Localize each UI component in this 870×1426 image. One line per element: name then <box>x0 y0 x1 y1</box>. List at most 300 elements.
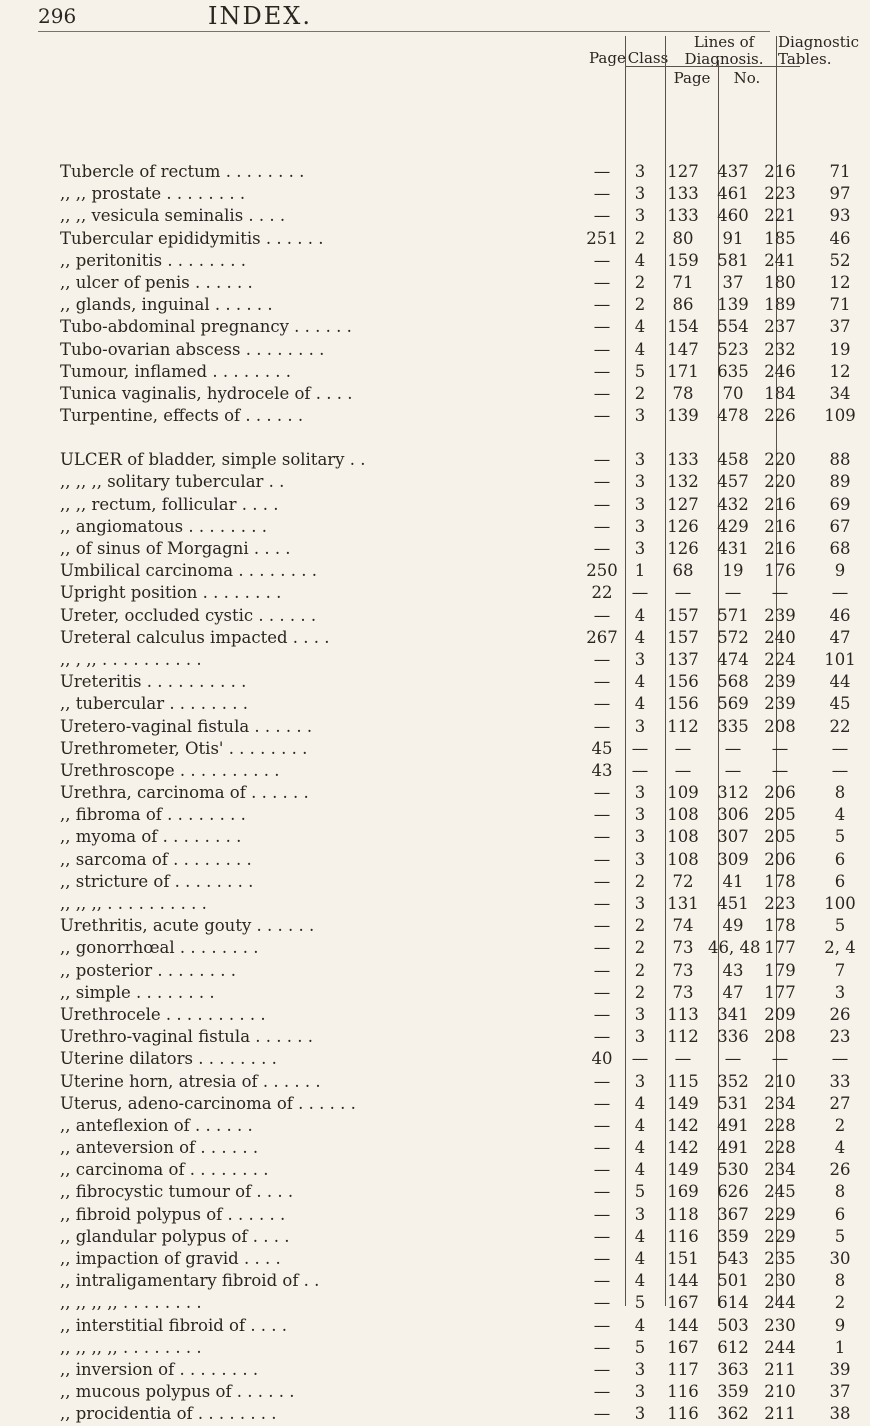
lines-no-cell: 437 <box>717 162 749 181</box>
lines-page-cell: 131 <box>667 894 699 913</box>
lines-page-cell: 86 <box>672 295 694 315</box>
lines-no-cell: 491 <box>717 1115 749 1135</box>
page-cell: — <box>593 1004 611 1024</box>
tables-no-cell: 33 <box>829 1071 851 1091</box>
class-cell: 3 <box>634 805 646 825</box>
index-entry-label: ,, glands, inguinal . . . . . . <box>60 295 273 315</box>
tables-page-cell: — <box>771 738 789 758</box>
index-row <box>0 560 846 582</box>
index-row <box>0 738 849 760</box>
lines-page-cell: 112 <box>667 716 699 736</box>
tables-no-cell: 46 <box>829 605 851 625</box>
index-row <box>0 494 851 516</box>
index-entry-label: ,, ,, prostate . . . . . . . . <box>60 184 246 204</box>
tables-no-cell: 7 <box>834 960 846 980</box>
tables-page-cell: 209 <box>764 1004 796 1024</box>
class-cell: 2 <box>634 228 646 248</box>
index-entry-label: ,, ,, rectum, follicular . . . . <box>60 494 279 514</box>
tables-page-cell: 244 <box>764 1337 796 1357</box>
index-entry-label: Tubo-abdominal pregnancy . . . . . . <box>60 317 352 337</box>
index-entry-label: Turpentine, effects of . . . . . . <box>60 406 304 426</box>
tables-no-cell: 46 <box>829 228 851 248</box>
index-entry-label: ,, ,, ,, ,, . . . . . . . . <box>60 1337 202 1357</box>
tables-page-cell: 239 <box>764 694 796 714</box>
tables-no-cell: 3 <box>834 982 846 1002</box>
class-cell: 3 <box>634 827 646 847</box>
tables-no-cell: 6 <box>834 849 846 869</box>
lines-no-cell: 309 <box>717 849 749 869</box>
tables-no-cell: — <box>831 1049 849 1069</box>
tables-no-cell: 39 <box>829 1359 851 1379</box>
index-row <box>0 605 851 627</box>
lines-no-cell: 635 <box>717 361 749 381</box>
index-row <box>0 228 851 250</box>
class-cell: 4 <box>634 1093 646 1113</box>
page-cell: — <box>593 184 611 204</box>
lines-page-cell: 157 <box>667 605 699 625</box>
tables-page-cell: 223 <box>764 184 796 204</box>
class-cell: 5 <box>634 361 646 381</box>
tables-page-cell: — <box>771 760 789 780</box>
lines-no-cell: 306 <box>717 805 749 825</box>
class-cell: 4 <box>634 1315 646 1335</box>
tables-page-cell: 230 <box>764 1315 796 1335</box>
tables-page-cell: 232 <box>764 339 796 359</box>
index-row <box>0 627 851 649</box>
class-cell: — <box>631 1049 649 1069</box>
lines-no-cell: 46, 48 <box>708 938 761 958</box>
tables-page-cell: 177 <box>764 938 796 958</box>
tables-page-cell: 241 <box>764 250 796 270</box>
page-cell: — <box>593 783 611 803</box>
lines-no-cell: 612 <box>717 1337 749 1357</box>
index-row <box>0 1181 846 1203</box>
class-cell: 3 <box>634 516 646 536</box>
class-cell: 1 <box>634 561 646 581</box>
index-entry-label: ,, impaction of gravid . . . . <box>60 1249 281 1268</box>
tables-page-cell: 178 <box>764 916 796 936</box>
page-cell: — <box>593 716 611 736</box>
class-cell: 2 <box>634 938 646 958</box>
page-cell: — <box>593 206 611 226</box>
lines-no-cell: 457 <box>717 472 749 492</box>
row-gap <box>0 427 800 449</box>
lines-no-cell: 571 <box>717 605 749 625</box>
lines-no-cell: 43 <box>722 960 744 980</box>
class-cell: 4 <box>634 672 646 692</box>
lines-page-cell: 144 <box>667 1271 699 1291</box>
class-cell: 3 <box>634 539 646 558</box>
tables-no-cell: 88 <box>829 450 851 470</box>
class-cell: 3 <box>634 1404 646 1424</box>
index-entry-label: ,, posterior . . . . . . . . <box>60 960 236 980</box>
index-entry-label: ,, carcinoma of . . . . . . . . <box>60 1160 269 1180</box>
page-cell: 251 <box>586 228 618 248</box>
tables-page-cell: 205 <box>764 827 796 847</box>
lines-no-cell: 359 <box>717 1226 749 1246</box>
tables-page-cell: 226 <box>764 406 796 426</box>
tables-no-cell: 109 <box>824 406 856 426</box>
index-row <box>0 205 851 227</box>
index-entry-label: Urethrometer, Otis' . . . . . . . . <box>60 738 308 758</box>
tables-no-cell: 69 <box>829 494 851 514</box>
page-cell: 267 <box>586 627 618 647</box>
tables-no-cell: 37 <box>829 1382 851 1402</box>
lines-no-cell: 363 <box>717 1359 749 1379</box>
index-row <box>0 826 846 848</box>
index-entry-label: ,, fibroma of . . . . . . . . <box>60 805 246 825</box>
lines-page-cell: 116 <box>667 1404 699 1424</box>
index-row <box>0 361 851 383</box>
index-entry-label: ,, fibrocystic tumour of . . . . <box>60 1182 294 1202</box>
tables-page-cell: 177 <box>764 982 796 1002</box>
tables-page-cell: 224 <box>764 649 796 669</box>
lines-no-cell: 307 <box>717 827 749 847</box>
page-cell: — <box>593 1271 611 1291</box>
index-row <box>0 671 851 693</box>
lines-no-cell: 336 <box>717 1027 749 1047</box>
index-row <box>0 782 846 804</box>
lines-page-cell: 133 <box>667 184 699 204</box>
page-cell: 45 <box>591 738 613 758</box>
lines-page-cell: 117 <box>667 1359 699 1379</box>
lines-page-cell: 68 <box>672 561 694 581</box>
tables-page-cell: 211 <box>764 1404 796 1424</box>
index-entry-label: ,, peritonitis . . . . . . . . <box>60 250 246 270</box>
index-row <box>0 1048 849 1070</box>
lines-page-cell: 116 <box>667 1382 699 1402</box>
class-cell: — <box>631 760 649 780</box>
index-entry-label: ULCER of bladder, simple solitary . . <box>60 450 366 470</box>
page-cell: — <box>593 272 611 292</box>
class-cell: 4 <box>634 250 646 270</box>
tables-no-cell: 6 <box>834 871 846 891</box>
tables-page-cell: 239 <box>764 672 796 692</box>
lines-no-cell: 626 <box>717 1182 749 1202</box>
tables-no-cell: 8 <box>834 783 846 803</box>
tables-page-cell: 210 <box>764 1071 796 1091</box>
tables-no-cell: 101 <box>824 649 856 669</box>
page-cell: — <box>593 982 611 1002</box>
page-cell: — <box>593 317 611 337</box>
class-cell: 5 <box>634 1337 646 1357</box>
lines-no-cell: 49 <box>722 916 744 936</box>
index-row <box>0 1004 851 1026</box>
tables-page-cell: 221 <box>764 206 796 226</box>
lines-no-cell: 474 <box>717 649 749 669</box>
page-cell: — <box>593 539 611 558</box>
index-row <box>0 405 856 427</box>
lines-page-cell: 156 <box>667 694 699 714</box>
index-row <box>0 1204 846 1226</box>
index-row <box>0 1026 851 1048</box>
index-entry-label: Tumour, inflamed . . . . . . . . <box>60 361 292 381</box>
tables-no-cell: 34 <box>829 383 851 403</box>
index-entry-label: Uterine dilators . . . . . . . . <box>60 1049 277 1069</box>
lines-page-cell: 167 <box>667 1337 699 1357</box>
index-row <box>0 516 851 538</box>
index-row <box>0 1403 851 1425</box>
lines-page-cell: — <box>674 1049 692 1069</box>
tables-no-cell: 9 <box>834 1315 846 1335</box>
lines-page-cell: 151 <box>667 1249 699 1268</box>
tables-no-cell: 2 <box>834 1115 846 1135</box>
tables-no-cell: 1 <box>834 1337 846 1357</box>
lines-no-cell: 341 <box>717 1004 749 1024</box>
page-cell: 40 <box>591 1049 613 1069</box>
class-cell: 4 <box>634 694 646 714</box>
lines-page-cell: 132 <box>667 472 699 492</box>
tables-no-cell: 100 <box>824 894 856 913</box>
lines-no-cell: 461 <box>717 184 749 204</box>
index-row <box>0 250 851 272</box>
index-entry-label: ,, interstitial fibroid of . . . . <box>60 1315 288 1335</box>
class-cell: 4 <box>634 339 646 359</box>
lines-page-cell: 72 <box>672 871 694 891</box>
index-entry-label: ,, ,, ,, . . . . . . . . . . <box>60 894 207 913</box>
page-cell: — <box>593 1071 611 1091</box>
class-cell: 2 <box>634 272 646 292</box>
index-entry-label: Urethroscope . . . . . . . . . . <box>60 760 280 780</box>
tables-page-cell: 245 <box>764 1182 796 1202</box>
index-entry-label: Ureter, occluded cystic . . . . . . <box>60 605 317 625</box>
tables-no-cell: 30 <box>829 1249 851 1268</box>
tables-no-cell: 52 <box>829 250 851 270</box>
tables-page-cell: 229 <box>764 1226 796 1246</box>
index-row <box>0 1359 851 1381</box>
lines-no-cell: 91 <box>722 228 744 248</box>
lines-no-cell: 531 <box>717 1093 749 1113</box>
lines-page-cell: 73 <box>672 982 694 1002</box>
tables-page-cell: 179 <box>764 960 796 980</box>
page-cell: — <box>593 494 611 514</box>
index-row <box>0 937 856 959</box>
index-entry-label: Upright position . . . . . . . . <box>60 583 282 603</box>
index-row <box>0 449 851 471</box>
tables-no-cell: 5 <box>834 916 846 936</box>
tables-no-cell: 12 <box>829 361 851 381</box>
page-cell: — <box>593 1160 611 1180</box>
tables-no-cell: 68 <box>829 539 851 558</box>
index-entry-label: Uterus, adeno-carcinoma of . . . . . . <box>60 1093 356 1113</box>
index-entry-label: Umbilical carcinoma . . . . . . . . <box>60 561 317 581</box>
lines-no-cell: 429 <box>717 516 749 536</box>
lines-no-cell: 478 <box>717 406 749 426</box>
lines-no-cell: — <box>724 1049 742 1069</box>
tables-no-cell: 5 <box>834 1226 846 1246</box>
index-entry-label: Tubo-ovarian abscess . . . . . . . . <box>60 339 325 359</box>
page-cell: — <box>593 450 611 470</box>
tables-page-cell: 208 <box>764 1027 796 1047</box>
lines-page-cell: 133 <box>667 450 699 470</box>
col-lines-no-header: No. <box>733 69 761 87</box>
index-row <box>0 1159 851 1181</box>
page-cell: — <box>593 1293 611 1313</box>
index-row <box>0 1248 851 1270</box>
page-cell: — <box>593 295 611 315</box>
tables-no-cell: 5 <box>834 827 846 847</box>
index-entry-label: Tubercle of rectum . . . . . . . . <box>60 162 305 181</box>
class-cell: 2 <box>634 916 646 936</box>
lines-page-cell: 118 <box>667 1204 699 1224</box>
tables-no-cell: — <box>831 583 849 603</box>
index-entry-label: ,, intraligamentary fibroid of . . <box>60 1271 320 1291</box>
lines-no-cell: — <box>724 738 742 758</box>
page-cell: — <box>593 383 611 403</box>
lines-page-cell: 71 <box>672 272 694 292</box>
page-cell: — <box>593 1337 611 1357</box>
index-row <box>0 871 846 893</box>
tables-page-cell: 244 <box>764 1293 796 1313</box>
page-cell: — <box>593 1204 611 1224</box>
page-cell: — <box>593 1027 611 1047</box>
lines-page-cell: 74 <box>672 916 694 936</box>
page-cell: — <box>593 1182 611 1202</box>
class-cell: 4 <box>634 605 646 625</box>
class-cell: 3 <box>634 1359 646 1379</box>
tables-page-cell: 234 <box>764 1093 796 1113</box>
tables-no-cell: 89 <box>829 472 851 492</box>
index-entry-label: ,, ulcer of penis . . . . . . <box>60 272 253 292</box>
class-cell: 5 <box>634 1293 646 1313</box>
lines-page-cell: 149 <box>667 1093 699 1113</box>
page-cell: — <box>593 849 611 869</box>
tables-page-cell: 180 <box>764 272 796 292</box>
lines-no-cell: 530 <box>717 1160 749 1180</box>
index-row <box>0 183 851 205</box>
index-row <box>0 760 849 782</box>
class-cell: 2 <box>634 982 646 1002</box>
lines-page-cell: 142 <box>667 1115 699 1135</box>
lines-no-cell: 367 <box>717 1204 749 1224</box>
index-entry-label: Urethritis, acute gouty . . . . . . <box>60 916 315 936</box>
lines-page-cell: 127 <box>667 162 699 181</box>
page-cell: — <box>593 1315 611 1335</box>
page-number: 296 <box>38 4 77 28</box>
page-cell: — <box>593 960 611 980</box>
col-lines-page-header: Page <box>673 69 711 87</box>
tables-no-cell: 38 <box>829 1404 851 1424</box>
page-cell: — <box>593 250 611 270</box>
index-row <box>0 538 851 560</box>
index-entry-label: Ureteritis . . . . . . . . . . <box>60 672 247 692</box>
index-entry-label: ,, procidentia of . . . . . . . . <box>60 1404 277 1424</box>
class-cell: 4 <box>634 1271 646 1291</box>
tables-no-cell: 26 <box>829 1160 851 1180</box>
lines-page-cell: 127 <box>667 494 699 514</box>
index-entry-label: Tubercular epididymitis . . . . . . <box>60 228 324 248</box>
page-cell: — <box>593 1249 611 1268</box>
index-row <box>0 982 846 1004</box>
tables-page-cell: 216 <box>764 494 796 514</box>
tables-page-cell: 220 <box>764 472 796 492</box>
class-cell: — <box>631 738 649 758</box>
lines-page-cell: 112 <box>667 1027 699 1047</box>
lines-page-cell: 139 <box>667 406 699 426</box>
index-entry-label: ,, ,, ,, solitary tubercular . . <box>60 472 285 492</box>
tables-page-cell: 240 <box>764 627 796 647</box>
lines-no-cell: 572 <box>717 627 749 647</box>
col-page-header: Page <box>589 49 626 67</box>
lines-no-cell: 139 <box>717 295 749 315</box>
tables-no-cell: 37 <box>829 317 851 337</box>
index-row <box>0 1137 846 1159</box>
tables-no-cell: 23 <box>829 1027 851 1047</box>
tables-page-cell: 228 <box>764 1138 796 1158</box>
tables-no-cell: 27 <box>829 1093 851 1113</box>
lines-no-cell: — <box>724 760 742 780</box>
tables-no-cell: 44 <box>829 672 851 692</box>
tables-page-cell: 206 <box>764 849 796 869</box>
index-row <box>0 915 846 937</box>
page-cell: 250 <box>586 561 618 581</box>
class-cell: 4 <box>634 1115 646 1135</box>
tables-no-cell: 2 <box>834 1293 846 1313</box>
index-row <box>0 649 856 671</box>
class-cell: 3 <box>634 1027 646 1047</box>
lines-page-cell: 144 <box>667 1315 699 1335</box>
index-entry-label: Urethra, carcinoma of . . . . . . <box>60 783 309 803</box>
class-cell: 3 <box>634 1204 646 1224</box>
index-entry-label: Uterine horn, atresia of . . . . . . <box>60 1071 321 1091</box>
class-cell: 3 <box>634 1071 646 1091</box>
page-cell: — <box>593 339 611 359</box>
index-entry-label: ,, tubercular . . . . . . . . <box>60 694 248 714</box>
tables-no-cell: 4 <box>834 805 846 825</box>
class-cell: 4 <box>634 317 646 337</box>
tables-page-cell: 229 <box>764 1204 796 1224</box>
index-row <box>0 849 846 871</box>
lines-page-cell: 116 <box>667 1226 699 1246</box>
tables-page-cell: 206 <box>764 783 796 803</box>
tables-page-cell: 239 <box>764 605 796 625</box>
class-cell: 3 <box>634 184 646 204</box>
index-row <box>0 1337 846 1359</box>
tables-page-cell: 223 <box>764 894 796 913</box>
lines-no-cell: 37 <box>722 272 744 292</box>
lines-page-cell: 154 <box>667 317 699 337</box>
lines-page-cell: 169 <box>667 1182 699 1202</box>
index-entry-label: ,, gonorrhœal . . . . . . . . <box>60 938 259 958</box>
tables-no-cell: 47 <box>829 627 851 647</box>
page-cell: — <box>593 916 611 936</box>
lines-page-cell: 109 <box>667 783 699 803</box>
lines-no-cell: — <box>724 583 742 603</box>
lines-page-cell: 108 <box>667 827 699 847</box>
index-row <box>0 383 851 405</box>
page-cell: — <box>593 472 611 492</box>
page-cell: — <box>593 361 611 381</box>
class-cell: 4 <box>634 1160 646 1180</box>
index-row <box>0 893 856 915</box>
col-class-header: Class <box>627 49 669 67</box>
index-entry-label: ,, ,, ,, ,, . . . . . . . . <box>60 1293 202 1313</box>
index-row <box>0 1381 851 1403</box>
page-cell: — <box>593 894 611 913</box>
tables-no-cell: 6 <box>834 1204 846 1224</box>
index-row <box>0 582 849 604</box>
lines-no-cell: 19 <box>722 561 744 581</box>
index-row <box>0 339 851 361</box>
index-row <box>0 471 851 493</box>
tables-no-cell: 8 <box>834 1271 846 1291</box>
tables-no-cell: 97 <box>829 184 851 204</box>
index-row <box>0 693 851 715</box>
tables-no-cell: 2, 4 <box>824 938 856 958</box>
lines-no-cell: 614 <box>717 1293 749 1313</box>
class-cell: 4 <box>634 627 646 647</box>
lines-no-cell: 451 <box>717 894 749 913</box>
